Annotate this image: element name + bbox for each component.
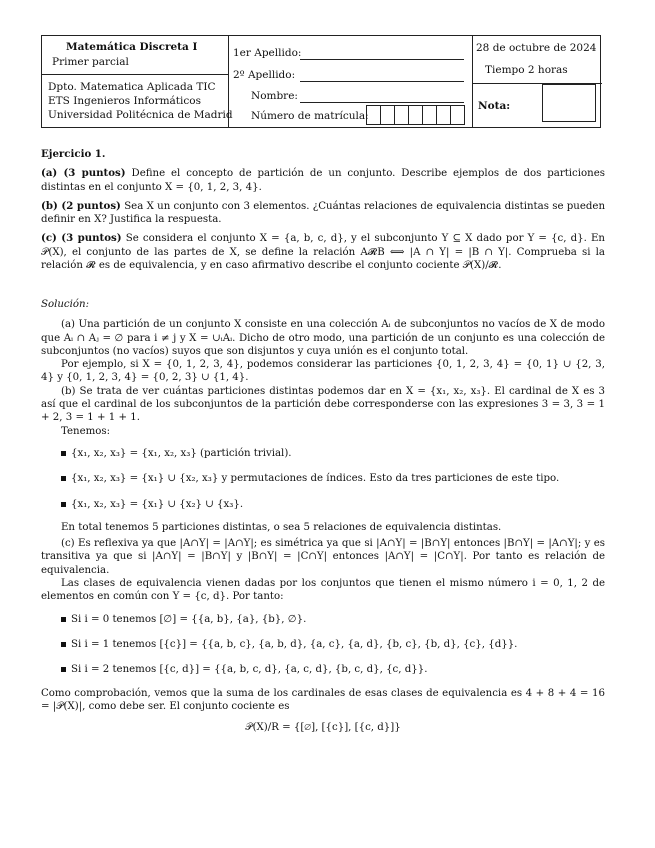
solution-b-3: En total tenemos 5 particiones distintas, o sea 5 relaciones de equivalencia distintas.	[61, 521, 502, 533]
apellido2-field[interactable]	[300, 81, 464, 82]
solution-a-2: Por ejemplo, si X = {0, 1, 2, 3, 4}, podemos considerar las particiones {0, 1, 2, 3, 4} = {0, 1} ∪ {2, 3, 4} y {0, 1, 2, 3, 4} = {0, 2, 3} ∪ {1, 4}.	[41, 359, 605, 384]
solution-b-2: Tenemos:	[61, 425, 111, 437]
exam-name: Primer parcial	[52, 56, 129, 68]
grade-label: Nota:	[478, 100, 511, 112]
exercise-statement	[41, 148, 605, 272]
grade-box[interactable]	[542, 84, 596, 122]
list-item: {x₁, x₂, x₃} = {x₁, x₂, x₃} (partición trivial).	[41, 447, 605, 460]
list-item: Si i = 0 tenemos [∅] = {{a, b}, {a}, {b}, ∅}.	[41, 613, 605, 626]
quotient-set: 𝒫(X)/R = {[∅], [{c}], [{c, d}]}	[245, 722, 401, 734]
matricula-cells[interactable]	[367, 105, 465, 125]
nombre-field[interactable]	[300, 102, 464, 103]
list-item: Si i = 2 tenemos [{c, d}] = {{a, b, c, d}, {a, c, d}, {b, c, d}, {c, d}}.	[41, 663, 605, 676]
exam-date: 28 de octubre de 2024	[476, 42, 597, 54]
solution-c-3: Como comprobación, vemos que la suma de los cardinales de esas clases de equivalencia es 4 + 8 + 4 = 16 = |𝒫(X)|, como debe ser. El conjunto cociente es	[41, 687, 605, 712]
solution-c-1: (c) Es reflexiva ya que |A∩Y| = |A∩Y|; es simétrica ya que si |A∩Y| = |B∩Y| entonces |B∩Y| = |A∩Y|; y es transitiva ya que si |A∩Y| = |B∩Y| y |B∩Y| = |C∩Y| entonces |A∩Y| = |C∩Y|. Por tanto es relación de equivalencia.	[41, 538, 605, 576]
apellido1-field[interactable]	[300, 59, 464, 60]
solution-c-2: Las clases de equivalencia vienen dadas por los conjuntos que tienen el mismo número i = 0, 1, 2 de elementos en común con Y = {c, d}. Por tanto:	[41, 578, 605, 603]
solution-b-1: (b) Se trata de ver cuántas particiones distintas podemos dar en X = {x₁, x₂, x₃}. El cardinal de X es 3 así que el cardinal de los subconjuntos de la partición debe corresponderse con las expresiones 3 = 3, 3 = 1 + 2, 3 = 1 + 1 + 1.	[41, 385, 605, 424]
dept-line-1: Dpto. Matematica Aplicada TIC	[48, 81, 216, 93]
nombre-label: Nombre:	[251, 90, 298, 102]
part-a: (a) (3 puntos) Define el concepto de partición de un conjunto. Describe ejemplos de dos particiones distintas en el conjunto X = {0, 1, 2, 3, 4}.	[41, 167, 605, 193]
list-item: {x₁, x₂, x₃} = {x₁} ∪ {x₂, x₃} y permutaciones de índices. Esto da tres particiones de este tipo.	[41, 472, 605, 485]
apellido2-label: 2º Apellido:	[233, 69, 296, 81]
matricula-label: Número de matrícula:	[251, 110, 369, 122]
apellido1-label: 1er Apellido:	[233, 47, 302, 59]
class-list	[41, 613, 605, 677]
solution	[41, 298, 605, 734]
exam-time: Tiempo 2 horas	[485, 64, 568, 76]
exercise-title: Ejercicio 1.	[41, 148, 106, 160]
solution-a-1: (a) Una partición de un conjunto X consiste en una colección Aᵢ de subconjuntos no vacíos de X de modo que Aᵢ ∩ Aⱼ = ∅ para i ≠ j y X = ∪ᵢAᵢ. Dicho de otro modo, una partición de un conjunto es una colección de subconjuntos (no vacíos) suyos que son disjuntos y cuya unión es el conjunto total.	[41, 319, 605, 357]
solution-label: Solución:	[41, 299, 90, 310]
dept-line-3: Universidad Politécnica de Madrid	[48, 109, 233, 121]
partition-list	[41, 447, 605, 511]
list-item: Si i = 1 tenemos [{c}] = {{a, b, c}, {a, b, d}, {a, c}, {a, d}, {b, c}, {b, d}, {c}, {d}}.	[41, 638, 605, 651]
list-item: {x₁, x₂, x₃} = {x₁} ∪ {x₂} ∪ {x₃}.	[41, 498, 605, 511]
dept-line-2: ETS Ingenieros Informáticos	[48, 95, 201, 107]
course-title: Matemática Discreta I	[66, 41, 198, 53]
part-c: (c) (3 puntos) Se considera el conjunto X = {a, b, c, d}, y el subconjunto Y ⊆ X dado por Y = {c, d}. En 𝒫(X), el conjunto de las partes de X, se define la relación A𝓡B ⟺ |A ∩ Y| = |B ∩ Y|. Comprueba si la relación 𝓡 es de equivalencia, y en caso afirmativo describe el conjunto cociente 𝒫(X)/𝓡.	[41, 232, 605, 272]
part-b: (b) (2 puntos) Sea X un conjunto con 3 elementos. ¿Cuántas relaciones de equivalencia distintas se pueden definir en X? Justifica la respuesta.	[41, 199, 606, 226]
